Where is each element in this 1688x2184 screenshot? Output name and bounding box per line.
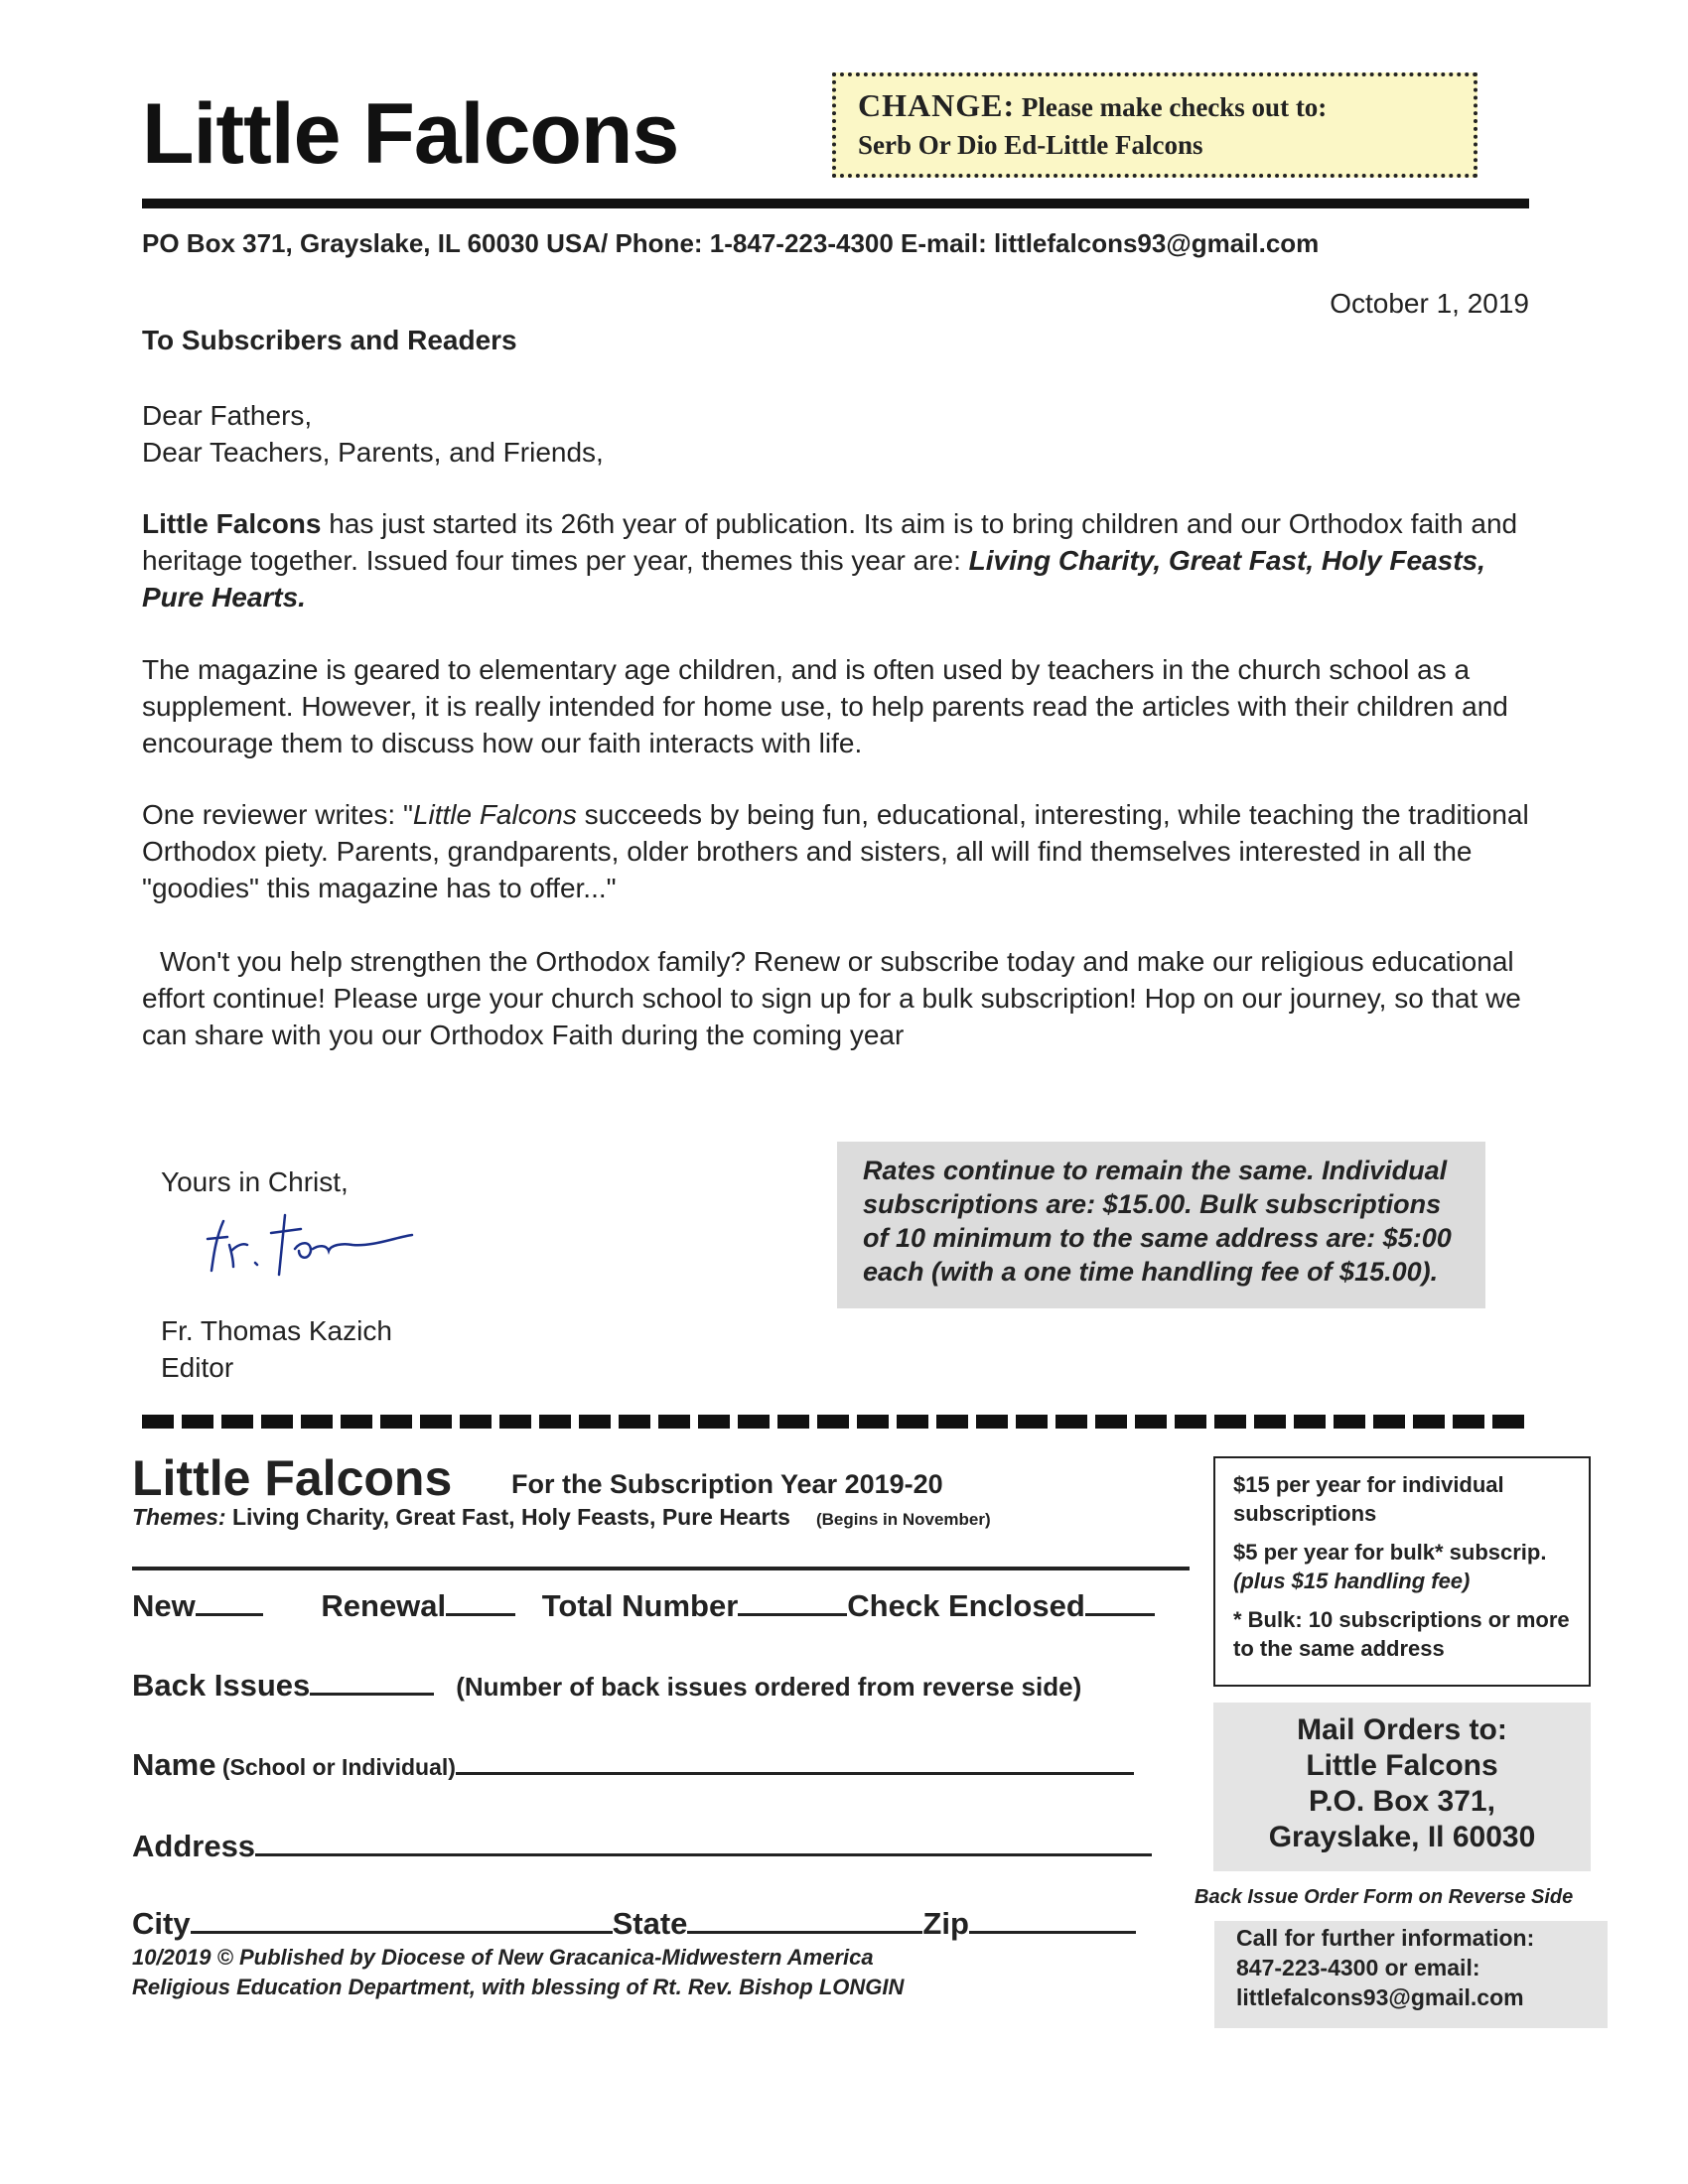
cut-line (142, 1415, 1529, 1429)
address-field[interactable] (255, 1832, 1152, 1856)
form-themes (132, 1504, 991, 1531)
themes-label: Themes: (132, 1504, 226, 1530)
signature-image (204, 1209, 417, 1279)
salutation-line-2: Dear Teachers, Parents, and Friends, (142, 437, 604, 468)
call-line-3: littlefalcons93@gmail.com (1236, 1984, 1524, 2010)
back-issues-row (132, 1668, 1081, 1704)
form-divider (132, 1567, 1190, 1570)
back-issues-field[interactable] (310, 1671, 434, 1696)
paragraph-review (142, 796, 1532, 906)
mail-line-2: P.O. Box 371, (1309, 1785, 1495, 1818)
mail-line-1: Little Falcons (1306, 1749, 1498, 1782)
closing: Yours in Christ, (161, 1166, 349, 1197)
new-field[interactable] (196, 1591, 263, 1616)
city-row (132, 1906, 1136, 1942)
editor-signature-block (161, 1312, 392, 1386)
publication-note (132, 1943, 904, 2002)
mail-line-3: Grayslake, Il 60030 (1268, 1821, 1536, 1853)
renewal-label: Renewal (321, 1588, 447, 1623)
letter-date: October 1, 2019 (1330, 288, 1529, 319)
change-notice-box (832, 72, 1477, 178)
begins-note: (Begins in November) (815, 1510, 991, 1529)
check-enclosed-field[interactable] (1085, 1591, 1155, 1616)
price-individual: $15 per year for individual subscriptions (1233, 1472, 1504, 1526)
themes-list: Living Charity, Great Fast, Holy Feasts, Pure Hearts (225, 1504, 790, 1530)
state-label: State (612, 1906, 688, 1941)
order-type-row (132, 1588, 1155, 1624)
p3-rest: succeeds by being fun, educational, interesting, while teaching the traditional Orthodox piety. Parents, grandparents, older brothers and sisters, all will find themselves interested in all the "goodies" this magazine has to offer..." (142, 799, 1529, 903)
mail-orders-box (1213, 1703, 1591, 1871)
p1-bold: Little Falcons (142, 508, 322, 539)
call-line-1: Call for further information: (1236, 1925, 1535, 1951)
call-line-2: 847-223-4300 or email: (1236, 1955, 1480, 1980)
name-note: (School or Individual) (215, 1754, 456, 1780)
salutation-line-1: Dear Fathers, (142, 400, 313, 431)
back-issue-note: Back Issue Order Form on Reverse Side (1195, 1886, 1574, 1908)
state-field[interactable] (687, 1909, 922, 1934)
price-bulk-fee: (plus $15 handling fee) (1233, 1569, 1471, 1593)
p3-italic: Little Falcons (412, 799, 577, 830)
name-row (132, 1747, 1134, 1783)
pub-line-2: Religious Education Department, with blessing of Rt. Rev. Bishop LONGIN (132, 1975, 905, 1999)
editor-name: Fr. Thomas Kazich (161, 1315, 392, 1346)
total-number-field[interactable] (738, 1591, 847, 1616)
city-field[interactable] (191, 1909, 613, 1934)
change-line2: Serb Or Dio Ed-Little Falcons (858, 130, 1203, 160)
price-bulk-text: $5 per year for bulk* subscrip. (1233, 1540, 1547, 1565)
name-field[interactable] (456, 1750, 1134, 1775)
masthead-title: Little Falcons (142, 86, 679, 182)
salutation (142, 397, 604, 471)
letter-recipient: To Subscribers and Readers (142, 325, 517, 355)
address-label: Address (132, 1829, 256, 1863)
price-bulk (1233, 1538, 1571, 1595)
check-enclosed-label: Check Enclosed (847, 1588, 1085, 1623)
paragraph-audience: The magazine is geared to elementary age children, and is often used by teachers in the church school as a supplement. However, it is really intended for home use, to help parents read the articles with their children and encourage them to discuss how our faith interacts with life. (142, 654, 1508, 758)
form-subtitle: For the Subscription Year 2019-20 (511, 1469, 943, 1499)
renewal-field[interactable] (446, 1591, 515, 1616)
header-divider (142, 199, 1529, 208)
pricing-box (1213, 1456, 1591, 1687)
back-issues-note: (Number of back issues ordered from reverse side) (456, 1672, 1082, 1702)
pub-line-1: 10/2019 © Published by Diocese of New Gracanica-Midwestern America (132, 1945, 874, 1970)
rates-box: Rates continue to remain the same. Individual subscriptions are: $15.00. Bulk subscriptions of 10 minimum to the same address are: $5:00 each (with a one time handling fee of $15.00). (837, 1142, 1485, 1308)
mail-heading: Mail Orders to: (1297, 1713, 1507, 1746)
form-title: Little Falcons (132, 1450, 453, 1506)
address-row (132, 1829, 1152, 1864)
zip-field[interactable] (969, 1909, 1136, 1934)
name-label: Name (132, 1747, 216, 1782)
call-info-box (1214, 1921, 1608, 2028)
change-label: CHANGE: (858, 87, 1016, 123)
p1-text: has just started its 26th year of publication. Its aim is to bring children and our Orthodox faith and heritage together. Issued four times per year, themes this year are: (142, 508, 1518, 576)
new-label: New (132, 1588, 196, 1623)
paragraph-appeal (142, 943, 1532, 1053)
p4-text: Won't you help strengthen the Orthodox family? Renew or subscribe today and make our religious educational effort continue! Please urge your church school to sign up for a bulk subscription! Hop on our journey, so that we can share with you our Orthodox Faith during the coming year (142, 946, 1521, 1050)
p1-themes: Living Charity, Great Fast, Holy Feasts, Pure Hearts. (142, 545, 1485, 613)
price-bulk-note: * Bulk: 10 subscriptions or more to the same address (1233, 1607, 1570, 1661)
back-issues-label: Back Issues (132, 1668, 311, 1703)
zip-label: Zip (922, 1906, 969, 1941)
contact-line: PO Box 371, Grayslake, IL 60030 USA/ Phone: 1-847-223-4300 E-mail: littlefalcons93@gmail.com (142, 228, 1320, 258)
p3-start: One reviewer writes: " (142, 799, 413, 830)
paragraph-intro (142, 505, 1532, 615)
total-number-label: Total Number (541, 1588, 739, 1623)
editor-title: Editor (161, 1352, 234, 1383)
city-label: City (132, 1906, 191, 1941)
change-line1: Please make checks out to: (1021, 92, 1328, 122)
